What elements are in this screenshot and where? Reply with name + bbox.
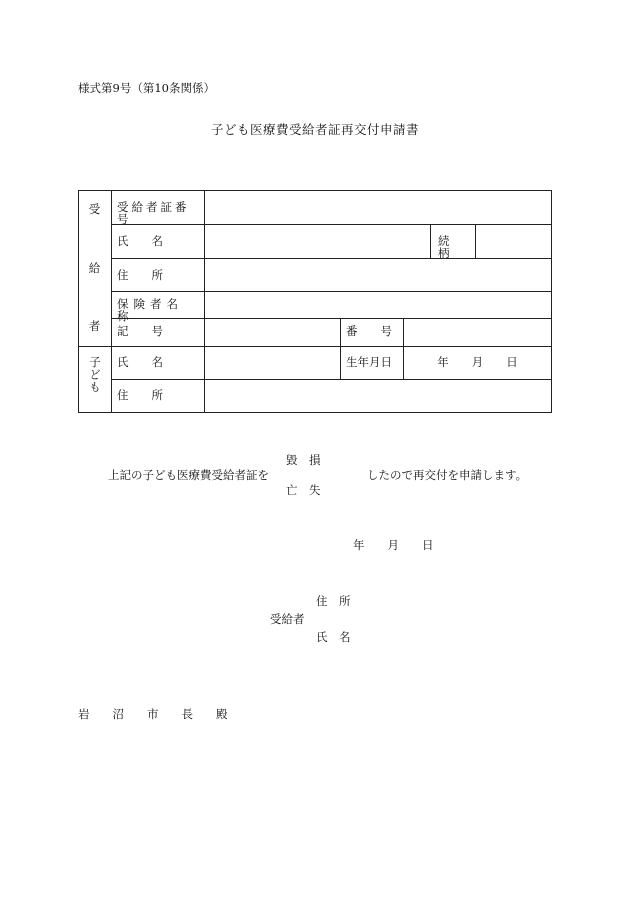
relationship-label: 続 柄 [438,234,461,260]
recipient-group-char: 受 [88,202,101,216]
symbol-label: 記 号 [117,324,163,338]
row-divider [111,379,552,380]
table-border-right [551,190,552,413]
request-prefix: 上記の子ども医療費受給者証を [108,468,269,482]
child-address-label: 住 所 [117,388,163,402]
applicant-role: 受給者 [270,612,305,626]
row-divider [111,258,552,259]
request-suffix: したので再交付を申請します。 [367,468,528,482]
option-lost: 亡 失 [286,483,321,497]
insurer-name-label: 保険者名称 [117,297,183,323]
child-group-label: 子ども [88,356,102,394]
name-label: 氏 名 [117,234,163,248]
table-border-left [78,190,79,413]
form-number: 様式第9号（第10条関係） [78,81,215,95]
recipient-group-char: 者 [88,319,101,333]
number-dob-divider [403,318,404,380]
table-border-bottom [78,412,552,413]
label-column-divider [204,190,205,413]
addressee: 岩 沼 市 長 殿 [78,707,228,721]
date-of-birth-label: 生年月日 [346,355,392,369]
applicant-name-label: 氏 名 [316,630,351,644]
row-divider [111,291,552,292]
applicant-address-label: 住 所 [316,594,351,608]
group-divider [78,346,552,347]
date-of-birth-value: 年 月 日 [437,355,518,369]
number-dob-divider [340,318,341,380]
option-damaged: 毀 損 [286,453,321,467]
application-table [78,190,552,413]
address-label: 住 所 [117,268,163,282]
relationship-divider [430,224,431,258]
table-border-top [78,190,552,191]
child-name-label: 氏 名 [117,355,163,369]
number-label: 番 号 [346,324,392,338]
recipient-number-label: 受給者証番号 [117,200,190,226]
relationship-divider [475,224,476,258]
recipient-group-char: 給 [88,261,101,275]
group-column-divider [111,190,112,413]
application-date: 年 月 日 [353,538,434,552]
document-title: 子ども医療費受給者証再交付申請書 [210,122,419,137]
